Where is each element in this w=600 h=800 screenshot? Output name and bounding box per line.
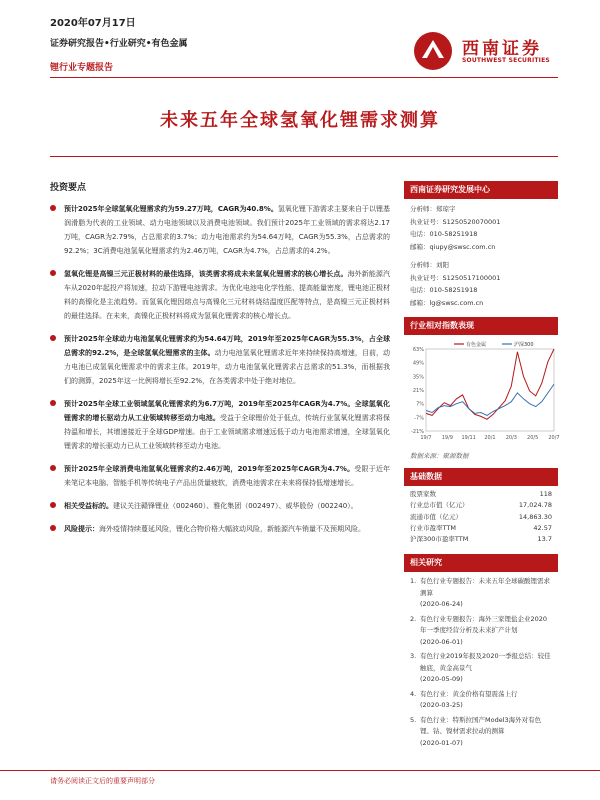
report-category: 证券研究报告•行业研究•有色金属 [50,39,188,49]
bullet-dot-icon [50,525,56,531]
analyst-email[interactable]: 邮箱：lg@swsc.com.cn [410,298,484,307]
legend-label: 有色金属 [466,342,487,348]
report-title: 有色行业：黄金价格有望震荡上行 [420,689,518,698]
report-number: 5. [410,715,417,724]
summary-bullet [50,332,390,388]
bullet-text: 海外疫情持续蔓延风险，锂化合物价格大幅波动风险，新能源汽车销量不及预期风险。 [99,525,365,533]
related-reports [404,572,558,756]
summary-bullet [50,202,390,258]
report-number: 1. [410,577,417,586]
summary-bullet [50,522,390,536]
bullet-lead: 氢氧化锂是高镍三元正极材料的最佳选择，该类需求将成未来氢氧化锂需求的核心增长点。 [64,270,348,278]
x-tick-label: 20/1 [484,435,496,441]
basic-data-row [410,523,552,534]
bullet-dot-icon [50,205,56,211]
basic-data-value: 13.7 [537,535,552,544]
basic-data-label: 流通市值（亿元） [410,512,462,521]
series-line [426,349,554,419]
series-line [426,384,554,415]
y-tick-label: -7% [414,415,424,422]
chart-source: 数据来源：聚源数据 [410,452,469,460]
footer-divider [0,770,600,771]
summary-bullet [50,267,390,323]
bullet-lead: 相关受益标的。 [64,502,113,510]
index-chart-svg [404,339,558,449]
y-tick-label: 35% [412,374,424,381]
x-tick-label: 20/5 [527,435,539,441]
analyst-phone: 电话：010-58251918 [410,230,478,238]
report-title: 有色行业专题报告：海外三家锂盐企业2020年一季度经营分析及未来扩产计划 [420,614,548,635]
summary-bullet [50,462,390,490]
analyst-info [404,199,558,309]
related-report-item[interactable] [410,689,552,712]
x-tick-label: 19/7 [420,435,432,441]
analyst-name: 分析师：郑琼宇 [410,205,456,213]
report-date: (2020-06-01) [420,637,463,646]
summary-bullet [50,397,390,453]
bullet-dot-icon [50,502,56,508]
basic-data-row [410,500,552,511]
bullet-text: 受益于全球锂价处于低点，传统行业氢氧化锂需求将保持温和增长，其增速接近于全球GDP增速。由于工业领域需求增速远低于动力电池需求增速，全球氢氧化锂需求的增长驱动力已从工业领域转移至动力电池。 [64,414,391,450]
related-report-item[interactable] [410,651,552,686]
basic-data-label: 沪深300市盈率TTM [410,535,469,544]
header-divider [50,77,558,78]
investment-summary [50,180,390,545]
bullet-dot-icon [50,270,56,276]
title-divider [50,156,558,157]
bullet-text: 建议关注赣锋锂业（002460）、雅化集团（002497）、威华股份（002240）。 [113,502,358,510]
analyst-name: 分析师：刘阳 [410,261,449,269]
y-tick-label: 7% [416,401,424,408]
basic-data-value: 14,863.30 [518,512,552,521]
basic-data-row [410,489,552,500]
basic-data-table [404,486,558,548]
report-title: 有色行业专题报告：未来五年全球碳酸锂需求测算 [420,577,550,597]
basic-data-label: 行业市盈率TTM [410,523,456,532]
related-report-item[interactable] [410,715,552,750]
related-report-item[interactable] [410,614,552,649]
report-date: (2020-05-09) [420,675,463,684]
plot-frame [426,349,554,431]
report-date: (2020-03-25) [420,701,463,710]
bullet-text: 动力电池氢氧化锂需求近年来持续保持高增速，目前，动力电池已成氢氧化锂需求中的需求主体。2019年，动力电池氢氧化锂需求占总需求的51.3%，而根据我们的测算，2025年这一比例将增长至92.2%，在各类需求中处于绝对地位。 [64,349,391,385]
company-logo [412,30,562,74]
report-number: 3. [410,652,417,661]
basic-data-value: 17,024.78 [518,501,552,510]
x-tick-label: 19/9 [441,435,453,441]
y-tick-label: -21% [411,429,424,435]
x-tick-label: 19/11 [461,435,476,441]
basic-data-heading: 基础数据 [404,468,558,486]
sidebar [404,181,558,756]
footer-disclaimer: 请务必阅读正文后的重要声明部分 [50,777,155,785]
logo-mark-icon [412,30,454,72]
y-tick-label: 63% [412,347,424,353]
report-number: 4. [410,689,417,698]
report-number: 2. [410,614,417,623]
logo-name-cn: 西南证券 [462,39,542,59]
bullet-dot-icon [50,335,56,341]
report-title: 未来五年全球氢氧化锂需求测算 [160,110,440,131]
basic-data-row [410,534,552,545]
bullet-lead: 预计2025年全球氢氧化锂需求约为59.27万吨，CAGR为40.8%。 [64,205,278,213]
x-tick-label: 20/7 [548,435,560,441]
bullet-dot-icon [50,400,56,406]
y-tick-label: 49% [412,360,424,367]
y-tick-label: 21% [412,388,424,394]
bullet-lead: 风险提示： [64,525,99,533]
index-chart-heading: 行业相对指数表现 [404,317,558,335]
basic-data-row [410,512,552,523]
basic-data-label: 行业总市值（亿元） [410,501,469,510]
bullet-lead: 预计2025年全球工业领域氢氧化锂需求约为6.7万吨，2019年至2025年CAGR为4.7%。全球氢氧化锂需求的增长驱动力从工业领域转移至动力电池。 [64,400,390,422]
logo-name-en: SOUTHWEST SECURITIES [462,57,550,64]
bullet-text: 海外新能源汽车从2020年起投产将加速，拉动下游锂电池需求。为优化电池电化学性能、提高能量密度，锂电池正极材料的高镍化是主流趋势。而氢氧化锂因熔点与高镍化三元材料烧结温度匹配等特点，是高镍三元正极材料的最佳选择。在未来，高镍化正极材料将成为氢氧化锂需求的核心增长点。 [64,270,391,320]
summary-heading: 投资要点 [50,183,87,193]
related-heading: 相关研究 [404,554,558,572]
bullet-lead: 预计2025年全球动力电池氢氧化锂需求约为54.64万吨，2019年至2025年CAGR为55.3%，占全球总需求的92.2%，是全球氢氧化锂需求的主体。 [64,335,390,357]
bullet-dot-icon [50,465,56,471]
report-title: 有色行业：特斯拉国产Model3海外对有色锂、钴、镍材需求拉动的测算 [420,715,542,736]
report-date: (2020-06-24) [420,600,463,609]
analyst-email[interactable]: 邮箱：qiupy@swsc.com.cn [410,242,496,251]
basic-data-value: 118 [539,490,552,498]
index-chart [404,339,558,449]
bullet-text: 受限于近年来笔记本电脑、智能手机等传统电子产品出货量疲软，消费电池需求在未来将保持低增速增长。 [64,465,391,487]
basic-data-value: 42.57 [533,523,552,532]
analyst-license: 执业证号：S1250517100001 [410,273,501,282]
report-date: (2020-01-07) [420,738,463,747]
report-title: 有色行业2019年报及2020一季报总结：较佳触底，黄金高景气 [420,652,551,672]
analyst-license: 执业证号：S1250520070001 [410,217,501,226]
related-report-item[interactable] [410,576,552,611]
x-tick-label: 20/3 [505,435,517,441]
bullet-text: 氢氧化锂下游需求主要来自于以锂基润滑脂为代表的工业领域、动力电池领域以及消费电池领域。我们预计2025年工业领域的需求将达2.17万吨，CAGR为2.79%，占总需求的3.7%；动力电池需求约为54.64万吨，CAGR为55.3%，占总需求的92.2%；3C消费电池氢氧化锂需求约为2.46万吨，CAGR为4.7%，占总需求的4.2%。 [64,205,391,255]
analyst-phone: 电话：010-58251918 [410,286,478,294]
legend-label: 沪深300 [514,342,534,348]
bullet-lead: 预计2025年全球消费电池氢氧化锂需求约2.46万吨，2019年至2025年CAGR为4.7%。 [64,465,355,473]
report-subtitle: 锂行业专题报告 [50,63,114,73]
basic-data-label: 股票家数 [410,490,436,498]
analyst-heading: 西南证券研究发展中心 [404,181,558,199]
summary-bullet [50,499,390,513]
report-date: 2020年07月17日 [50,18,136,29]
